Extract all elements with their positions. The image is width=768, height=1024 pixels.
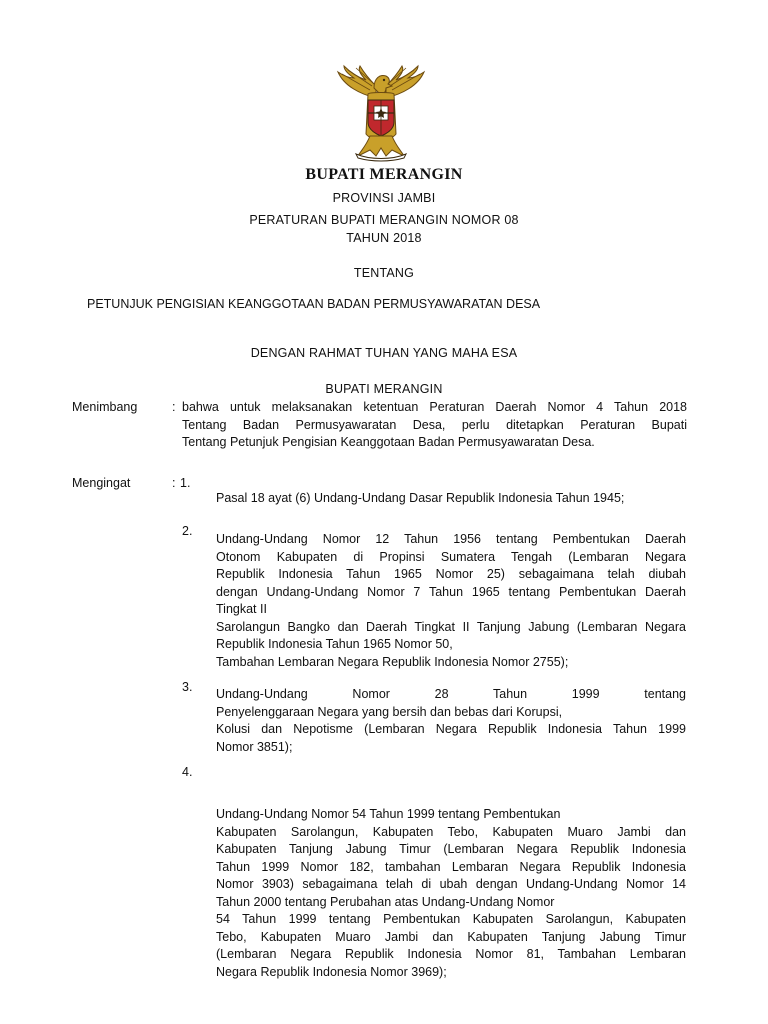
authority-line: BUPATI MERANGIN: [325, 382, 443, 396]
garuda-shield: [368, 100, 394, 136]
blessing-line: DENGAN RAHMAT TUHAN YANG MAHA ESA: [250, 346, 518, 360]
mengingat-item-number: 2.: [182, 524, 193, 538]
mengingat-line: Tahun 2000 tentang Perubahan atas Undang-Undang Nomor: [216, 894, 555, 909]
mengingat-line: Nomor 3851);: [216, 739, 293, 754]
mengingat-line: Undang-Undang Nomor 12 Tahun 1956 tentang Pembentukan Daerah: [216, 532, 686, 546]
garuda-emblem-icon: [330, 64, 432, 162]
mengingat-line: Republik Indonesia Tahun 1965 Nomor 50,: [216, 637, 453, 651]
mengingat-line: Undang-Undang Nomor 28 Tahun 1999 tentang: [216, 687, 686, 701]
mengingat-line: Sarolangun Bangko dan Daerah Tingkat II Tanjung Jabung (Lembaran Negara: [216, 619, 686, 634]
mengingat-item-2: [216, 531, 686, 671]
mengingat-line: Nomor 3903) sebagaimana telah di ubah dengan Undang-Undang Nomor 14: [216, 877, 686, 891]
mengingat-line: Penyelenggaraan Negara yang bersih dan bebas dari Korupsi,: [216, 704, 563, 719]
mengingat-line: 54 Tahun 1999 tentang Pembentukan Kabupaten Sarolangun, Kabupaten: [216, 912, 686, 926]
mengingat-line: Republik Indonesia Tahun 1965 Nomor 25) sebagaimana telah diubah: [216, 567, 686, 581]
mengingat-line: Kabupaten Sarolangun, Kabupaten Tebo, Kabupaten Muaro Jambi dan: [216, 824, 686, 839]
mengingat-colon: :: [172, 476, 176, 490]
province-name: PROVINSI JAMBI: [332, 191, 436, 205]
mengingat-line: (Lembaran Negara Republik Indonesia Nomor 81, Tambahan Lembaran: [216, 947, 686, 961]
mengingat-item-3: [216, 686, 686, 756]
regulation-year: TAHUN 2018: [346, 231, 422, 245]
menimbang-label: Menimbang: [72, 400, 138, 414]
regulation-subject: PETUNJUK PENGISIAN KEANGGOTAAN BADAN PERMUSYAWARATAN DESA: [87, 297, 541, 311]
menimbang-line: bahwa untuk melaksanakan ketentuan Peraturan Daerah Nomor 4 Tahun 2018: [182, 400, 687, 414]
mengingat-line: Tebo, Kabupaten Muaro Jambi dan Kabupaten Tanjung Jabung Timur: [216, 929, 686, 944]
mengingat-line: dengan Undang-Undang Nomor 7 Tahun 1965 tentang Pembentukan Daerah: [216, 584, 686, 599]
mengingat-label: Mengingat: [72, 476, 131, 490]
garuda-motto-ribbon: [356, 154, 406, 161]
garuda-tail: [358, 136, 404, 156]
mengingat-line: [216, 686, 686, 704]
menimbang-text: [182, 399, 687, 452]
mengingat-line: Kolusi dan Nepotisme (Lembaran Negara Republik Indonesia Tahun 1999: [216, 722, 686, 736]
menimbang-colon: :: [172, 400, 176, 414]
mengingat-line: Kabupaten Tanjung Jabung Timur (Lembaran Negara Republik Indonesia: [216, 842, 686, 856]
mengingat-item-4: [216, 806, 686, 981]
menimbang-line: Tentang Petunjuk Pengisian Keanggotaan Badan Permusyawaratan Desa.: [182, 435, 595, 449]
about-heading: TENTANG: [353, 266, 415, 280]
mengingat-line: Undang-Undang Nomor 54 Tahun 1999 tentang Pembentukan: [216, 807, 561, 821]
mengingat-line: Negara Republik Indonesia Nomor 3969);: [216, 964, 447, 979]
mengingat-line: Tahun 1999 Nomor 182, tambahan Lembaran Negara Republik Indonesia: [216, 859, 686, 874]
mengingat-item-1: [216, 490, 686, 508]
mengingat-line: Otonom Kabupaten di Propinsi Sumatera Tengah (Lembaran Negara: [216, 549, 686, 564]
page-title: BUPATI MERANGIN: [305, 166, 463, 183]
regulation-number: PERATURAN BUPATI MERANGIN NOMOR 08: [249, 213, 519, 227]
menimbang-line: Tentang Badan Permusyawaratan Desa, perlu ditetapkan Peraturan Bupati: [182, 417, 687, 432]
mengingat-line: Pasal 18 ayat (6) Undang-Undang Dasar Republik Indonesia Tahun 1945;: [216, 491, 625, 505]
mengingat-line: Tingkat II: [216, 602, 267, 616]
mengingat-line: Tambahan Lembaran Negara Republik Indonesia Nomor 2755);: [216, 654, 569, 669]
mengingat-item-number: 3.: [182, 680, 193, 694]
mengingat-item-number: 4.: [182, 765, 193, 779]
mengingat-item-number: 1.: [180, 476, 191, 490]
